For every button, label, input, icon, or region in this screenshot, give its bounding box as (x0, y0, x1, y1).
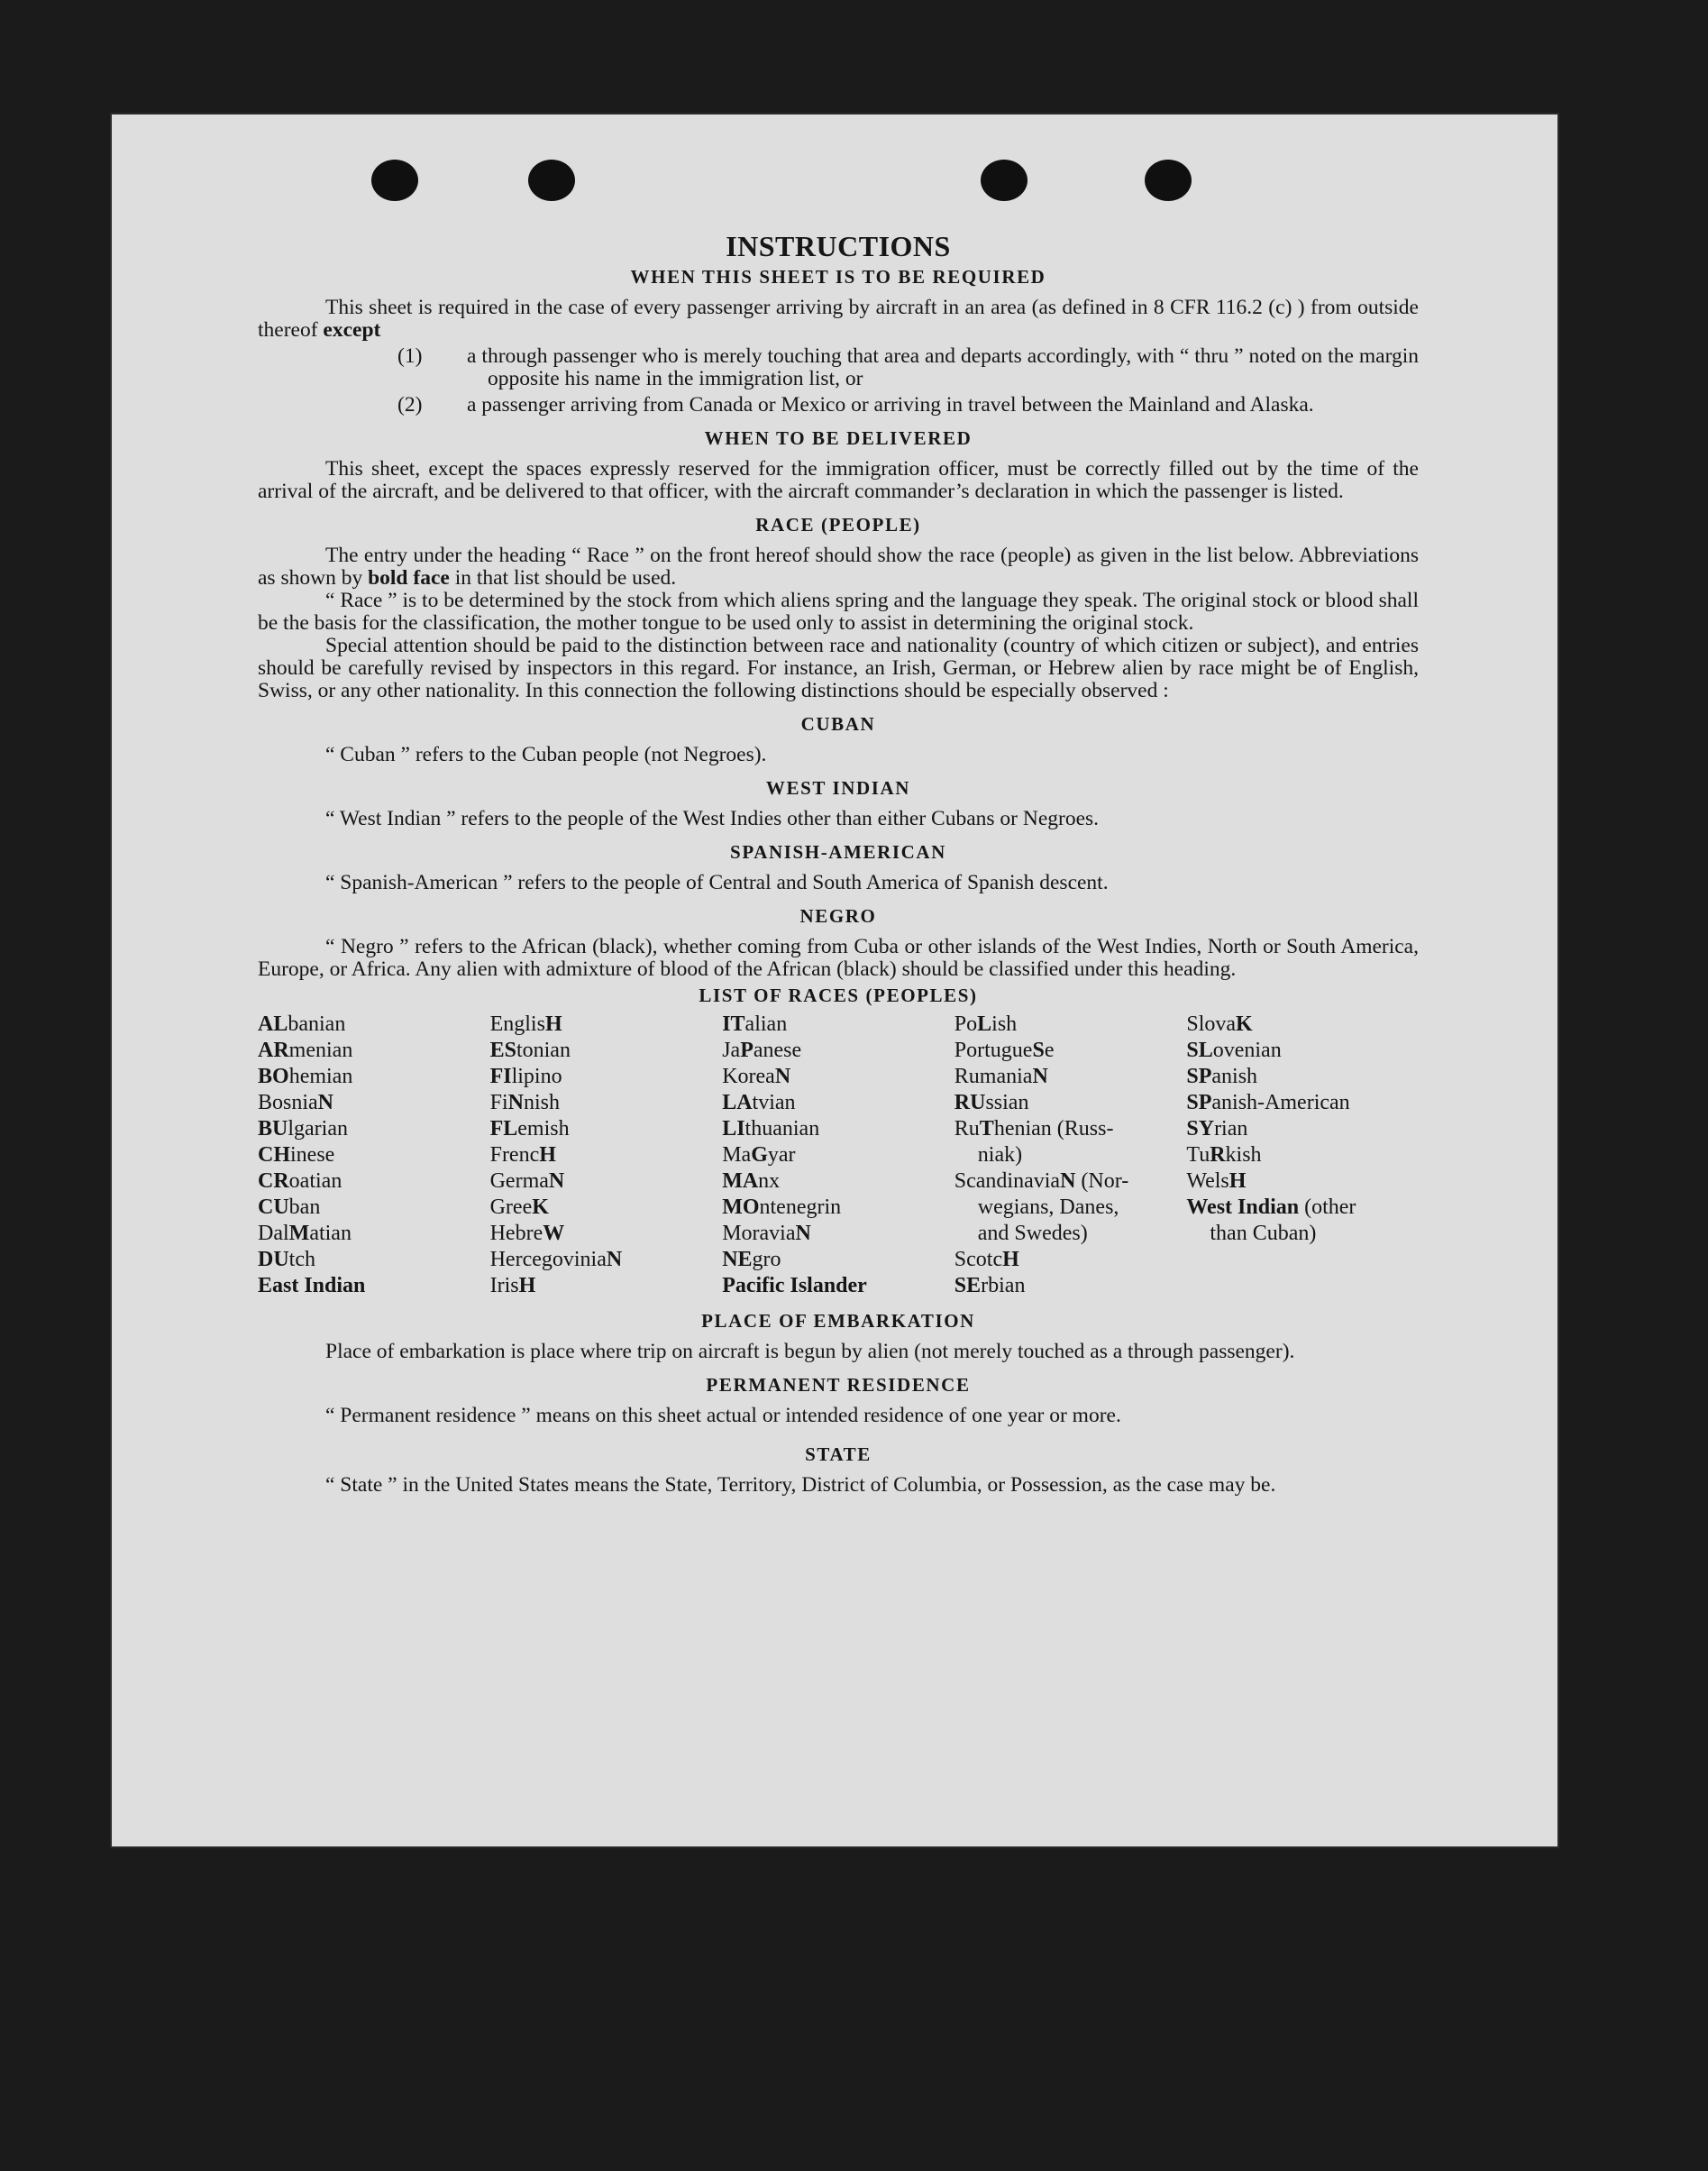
race-abbreviation: LA (722, 1091, 753, 1114)
race-entry (1186, 1012, 1419, 1038)
race-entry (954, 1064, 1187, 1090)
race-entry (490, 1064, 723, 1090)
race-text: and Swedes) (977, 1222, 1088, 1245)
race-abbreviation: K (532, 1195, 549, 1219)
race-text: Scandinavia (954, 1169, 1061, 1193)
race-entry (722, 1195, 954, 1221)
section-heading-place-of-embarkation: PLACE OF EMBARKATION (701, 1310, 975, 1332)
race-text: hemian (288, 1065, 353, 1088)
race-text: thuanian (744, 1117, 820, 1140)
race-entry (722, 1090, 954, 1116)
race-text: rian (1214, 1117, 1248, 1140)
race-abbreviation: AL (258, 1012, 288, 1036)
race-entry (258, 1273, 490, 1299)
race-text: nish (523, 1091, 560, 1114)
when-required-intro-text: This sheet is required in the case of every passenger arriving by aircraft in an area (as defined in 8 CFR 116.2 (c) ) from outside thereof (258, 296, 1419, 342)
punch-hole (981, 160, 1028, 201)
race-abbreviation: SL (1186, 1039, 1213, 1062)
race-entry (1186, 1195, 1419, 1221)
west-indian-text: “ West Indian ” refers to the people of the West Indies other than either Cubans or Negroes. (325, 807, 1100, 830)
negro-text: “ Negro ” refers to the African (black), whether coming from Cuba or other islands of the West Indies, North or South America, Europe, or Africa. Any alien with admixture of blood of the African (black) should be classified under this heading. (258, 935, 1419, 981)
race-abbreviation: R (1210, 1143, 1226, 1167)
race-entry (258, 1090, 490, 1116)
race-abbreviation: G (751, 1143, 768, 1167)
race-entry (258, 1064, 490, 1090)
race-text: Wels (1186, 1169, 1229, 1193)
race-entry (258, 1168, 490, 1195)
race-abbreviation: N (548, 1169, 565, 1193)
section-heading-permanent-residence: PERMANENT RESIDENCE (706, 1374, 971, 1396)
race-entry (722, 1221, 954, 1247)
race-entry (954, 1195, 1187, 1221)
race-abbreviation: NE (722, 1248, 753, 1271)
race-text: than Cuban) (1210, 1222, 1317, 1245)
race-abbreviation: IT (722, 1012, 745, 1036)
race-text: anish (1211, 1065, 1258, 1088)
race-entry (258, 1195, 490, 1221)
race-abbreviation: H (1228, 1169, 1247, 1193)
document-title: INSTRUCTIONS (726, 230, 951, 262)
item-number: (1) (397, 344, 423, 368)
race-p1-before: The entry under the heading “ Race ” on the front hereof should show the race (people) as given in the list below. Abbreviations as shown by (258, 544, 1419, 590)
race-text: henian (Russ- (993, 1117, 1114, 1140)
race-text: menian (288, 1039, 353, 1062)
race-text: gro (752, 1248, 781, 1271)
race-abbreviation: SE (954, 1274, 982, 1297)
race-text: lipino (511, 1065, 562, 1088)
race-entry (954, 1273, 1187, 1299)
race-abbreviation: N (606, 1248, 623, 1271)
section-heading-state: STATE (805, 1443, 872, 1465)
section-heading-when-required: WHEN THIS SHEET IS TO BE REQUIRED (630, 266, 1046, 288)
race-abbreviation: M (288, 1222, 310, 1245)
item-number: (2) (397, 393, 423, 417)
race-entry (722, 1142, 954, 1168)
race-abbreviation: H (1002, 1248, 1019, 1271)
race-entry (1186, 1090, 1419, 1116)
race-entry (954, 1116, 1187, 1142)
race-text: Germa (489, 1169, 549, 1193)
race-text: Bosnia (258, 1091, 318, 1114)
when-required-item (258, 394, 1419, 417)
race-entry (954, 1142, 1187, 1168)
section-heading-when-delivered: WHEN TO BE DELIVERED (704, 427, 973, 449)
race-text: alian (744, 1012, 788, 1036)
race-entry (1186, 1064, 1419, 1090)
race-text: tch (288, 1248, 315, 1271)
race-text: Rumania (954, 1065, 1033, 1088)
race-text: Hebre (489, 1222, 543, 1245)
race-abbreviation: L (977, 1012, 992, 1036)
race-text: tonian (516, 1039, 571, 1062)
race-text: nx (758, 1169, 781, 1193)
when-required-intro (258, 297, 1419, 342)
race-abbreviation: H (518, 1274, 536, 1297)
race-text: Korea (722, 1065, 775, 1088)
when-required-intro-bold: except (323, 318, 381, 342)
race-text: ish (991, 1012, 1018, 1036)
race-abbreviation: Pacific Islander (722, 1274, 867, 1297)
section-heading-race: RACE (PEOPLE) (755, 514, 921, 536)
race-abbreviation: MA (722, 1169, 759, 1193)
race-column (954, 1012, 1187, 1299)
race-abbreviation: H (539, 1143, 556, 1167)
place-of-embarkation-text: Place of embarkation is place where trip on aircraft is begun by alien (not merely touched as a through passenger). (325, 1340, 1295, 1363)
race-entry (954, 1221, 1187, 1247)
race-abbreviation: CU (258, 1195, 289, 1219)
section-heading-negro: NEGRO (799, 905, 877, 927)
race-entry (490, 1142, 723, 1168)
race-text: (Nor- (1075, 1169, 1129, 1193)
cuban-text: “ Cuban ” refers to the Cuban people (not Negroes). (325, 743, 767, 766)
section-heading-west-indian: WEST INDIAN (765, 777, 911, 799)
race-p1-after: in that list should be used. (454, 566, 677, 590)
race-abbreviation: FI (489, 1065, 512, 1088)
race-entry (1186, 1038, 1419, 1064)
race-entry (722, 1168, 954, 1195)
race-abbreviation: DU (258, 1248, 289, 1271)
race-entry (258, 1142, 490, 1168)
race-text: Slova (1186, 1012, 1237, 1036)
punch-hole (528, 160, 575, 201)
race-entry (258, 1247, 490, 1273)
race-entry (722, 1012, 954, 1038)
race-text: banian (288, 1012, 346, 1036)
race-text: Po (954, 1012, 978, 1036)
race-entry (490, 1116, 723, 1142)
race-text: Frenc (489, 1143, 540, 1167)
race-entry (258, 1221, 490, 1247)
race-entry (954, 1012, 1187, 1038)
race-text: wegians, Danes, (977, 1195, 1119, 1219)
race-entry (954, 1247, 1187, 1273)
race-p1-bold: bold face (368, 566, 450, 590)
race-entry (954, 1090, 1187, 1116)
race-text: Hercegovinia (489, 1248, 607, 1271)
race-entry (490, 1090, 723, 1116)
race-abbreviation: N (1060, 1169, 1076, 1193)
race-text: ntenegrin (759, 1195, 842, 1219)
race-abbreviation: BU (258, 1117, 288, 1140)
when-delivered-text: This sheet, except the spaces expressly reserved for the immigration officer, must be correctly filled out by the time of the arrival of the aircraft, and be delivered to that officer, with the aircraft commander’s declaration in which the passenger is listed. (258, 457, 1419, 503)
race-abbreviation: K (1236, 1012, 1253, 1036)
race-text: e (1044, 1039, 1055, 1062)
when-required-item (258, 345, 1419, 390)
race-abbreviation: West Indian (1186, 1195, 1300, 1219)
race-entry (954, 1168, 1187, 1195)
race-entry (722, 1116, 954, 1142)
race-text: rbian (981, 1274, 1026, 1297)
race-abbreviation: T (979, 1117, 994, 1140)
race-text: Gree (489, 1195, 533, 1219)
race-text: Tu (1186, 1143, 1210, 1167)
race-text: oatian (288, 1169, 343, 1193)
race-abbreviation: H (544, 1012, 562, 1036)
race-abbreviation: FL (489, 1117, 518, 1140)
section-heading-spanish-american: SPANISH-AMERICAN (730, 841, 946, 863)
spanish-american-text: “ Spanish-American ” refers to the people of Central and South America of Spanish descent. (325, 871, 1109, 894)
race-text: Iris (489, 1274, 519, 1297)
race-abbreviation: N (317, 1091, 334, 1114)
race-entry (722, 1038, 954, 1064)
race-entry (722, 1273, 954, 1299)
race-entry (722, 1064, 954, 1090)
document-content (258, 230, 1419, 1497)
race-text: inese (290, 1143, 335, 1167)
race-abbreviation: W (543, 1222, 565, 1245)
race-entry (490, 1168, 723, 1195)
race-column (722, 1012, 954, 1299)
race-abbreviation: N (1032, 1065, 1048, 1088)
race-entry (258, 1116, 490, 1142)
race-text: ban (288, 1195, 321, 1219)
race-abbreviation: N (795, 1222, 811, 1245)
race-abbreviation: N (507, 1091, 524, 1114)
race-text: Portugue (954, 1039, 1033, 1062)
race-abbreviation: SP (1186, 1065, 1212, 1088)
punch-hole (371, 160, 418, 201)
item-text: a through passenger who is merely touching that area and departs accordingly, with “ thru ” noted on the margin opposite his name in the immigration list, or (467, 344, 1419, 390)
race-text: Ma (722, 1143, 752, 1167)
document-page (110, 113, 1559, 1848)
race-text: Scotc (954, 1248, 1003, 1271)
punch-hole (1145, 160, 1192, 201)
race-entry (954, 1038, 1187, 1064)
race-entry (1186, 1221, 1419, 1247)
race-column (490, 1012, 723, 1299)
race-text: Ja (722, 1039, 741, 1062)
race-entry (258, 1012, 490, 1038)
race-entry (490, 1195, 723, 1221)
race-abbreviation: RU (954, 1091, 986, 1114)
race-abbreviation: ES (489, 1039, 516, 1062)
race-abbreviation: LI (722, 1117, 745, 1140)
race-text: Ru (954, 1117, 980, 1140)
race-text: Fi (489, 1091, 508, 1114)
race-text: (other (1299, 1195, 1356, 1219)
races-list (258, 1012, 1419, 1299)
race-entry (1186, 1142, 1419, 1168)
race-paragraph-2: “ Race ” is to be determined by the stock from which aliens spring and the language they speak. The original stock or blood shall be the basis for the classification, the mother tongue to be used only to assist in determining the original stock. (258, 589, 1419, 635)
race-entry (1186, 1168, 1419, 1195)
race-entry (1186, 1116, 1419, 1142)
race-entry (258, 1038, 490, 1064)
race-entry (490, 1012, 723, 1038)
section-heading-list-of-races: LIST OF RACES (PEOPLES) (699, 985, 978, 1006)
race-abbreviation: CR (258, 1169, 289, 1193)
race-abbreviation: East Indian (258, 1274, 366, 1297)
race-text: anish-American (1211, 1091, 1350, 1114)
race-text: atian (309, 1222, 352, 1245)
race-text: anese (753, 1039, 802, 1062)
race-entry (490, 1273, 723, 1299)
race-paragraph-3: Special attention should be paid to the distinction between race and nationality (country of which citizen or subject), and entries should be carefully revised by inspectors in this regard. For instance, an Irish, German, or Hebrew alien by race might be of English, Swiss, or any other nationality. In this connection the following distinctions should be especially observed : (258, 634, 1419, 702)
race-text: Dal (258, 1222, 289, 1245)
race-text: kish (1225, 1143, 1262, 1167)
race-abbreviation: CH (258, 1143, 290, 1167)
race-text: Moravia (722, 1222, 796, 1245)
race-column (258, 1012, 490, 1299)
race-abbreviation: P (740, 1039, 754, 1062)
race-text: tvian (752, 1091, 796, 1114)
race-abbreviation: SP (1186, 1091, 1212, 1114)
race-text: ovenian (1212, 1039, 1282, 1062)
race-abbreviation: BO (258, 1065, 289, 1088)
race-text: lgarian (288, 1117, 348, 1140)
race-abbreviation: SY (1186, 1117, 1215, 1140)
race-text: Englis (489, 1012, 545, 1036)
race-entry (490, 1247, 723, 1273)
race-text: ssian (985, 1091, 1029, 1114)
race-entry (490, 1221, 723, 1247)
item-text: a passenger arriving from Canada or Mexico or arriving in travel between the Mainland and Alaska. (467, 393, 1314, 417)
race-column (1186, 1012, 1419, 1299)
race-paragraph-1 (258, 545, 1419, 590)
permanent-residence-text: “ Permanent residence ” means on this sheet actual or intended residence of one year or more. (325, 1404, 1121, 1427)
race-text: emish (517, 1117, 570, 1140)
race-text: niak) (977, 1143, 1023, 1167)
race-entry (490, 1038, 723, 1064)
state-text: “ State ” in the United States means the State, Territory, District of Columbia, or Possession, as the case may be. (325, 1473, 1276, 1497)
section-heading-cuban: CUBAN (800, 713, 876, 735)
race-abbreviation: AR (258, 1039, 289, 1062)
race-abbreviation: S (1032, 1039, 1045, 1062)
race-entry (722, 1247, 954, 1273)
race-abbreviation: MO (722, 1195, 760, 1219)
race-text: yar (767, 1143, 796, 1167)
race-abbreviation: N (774, 1065, 791, 1088)
